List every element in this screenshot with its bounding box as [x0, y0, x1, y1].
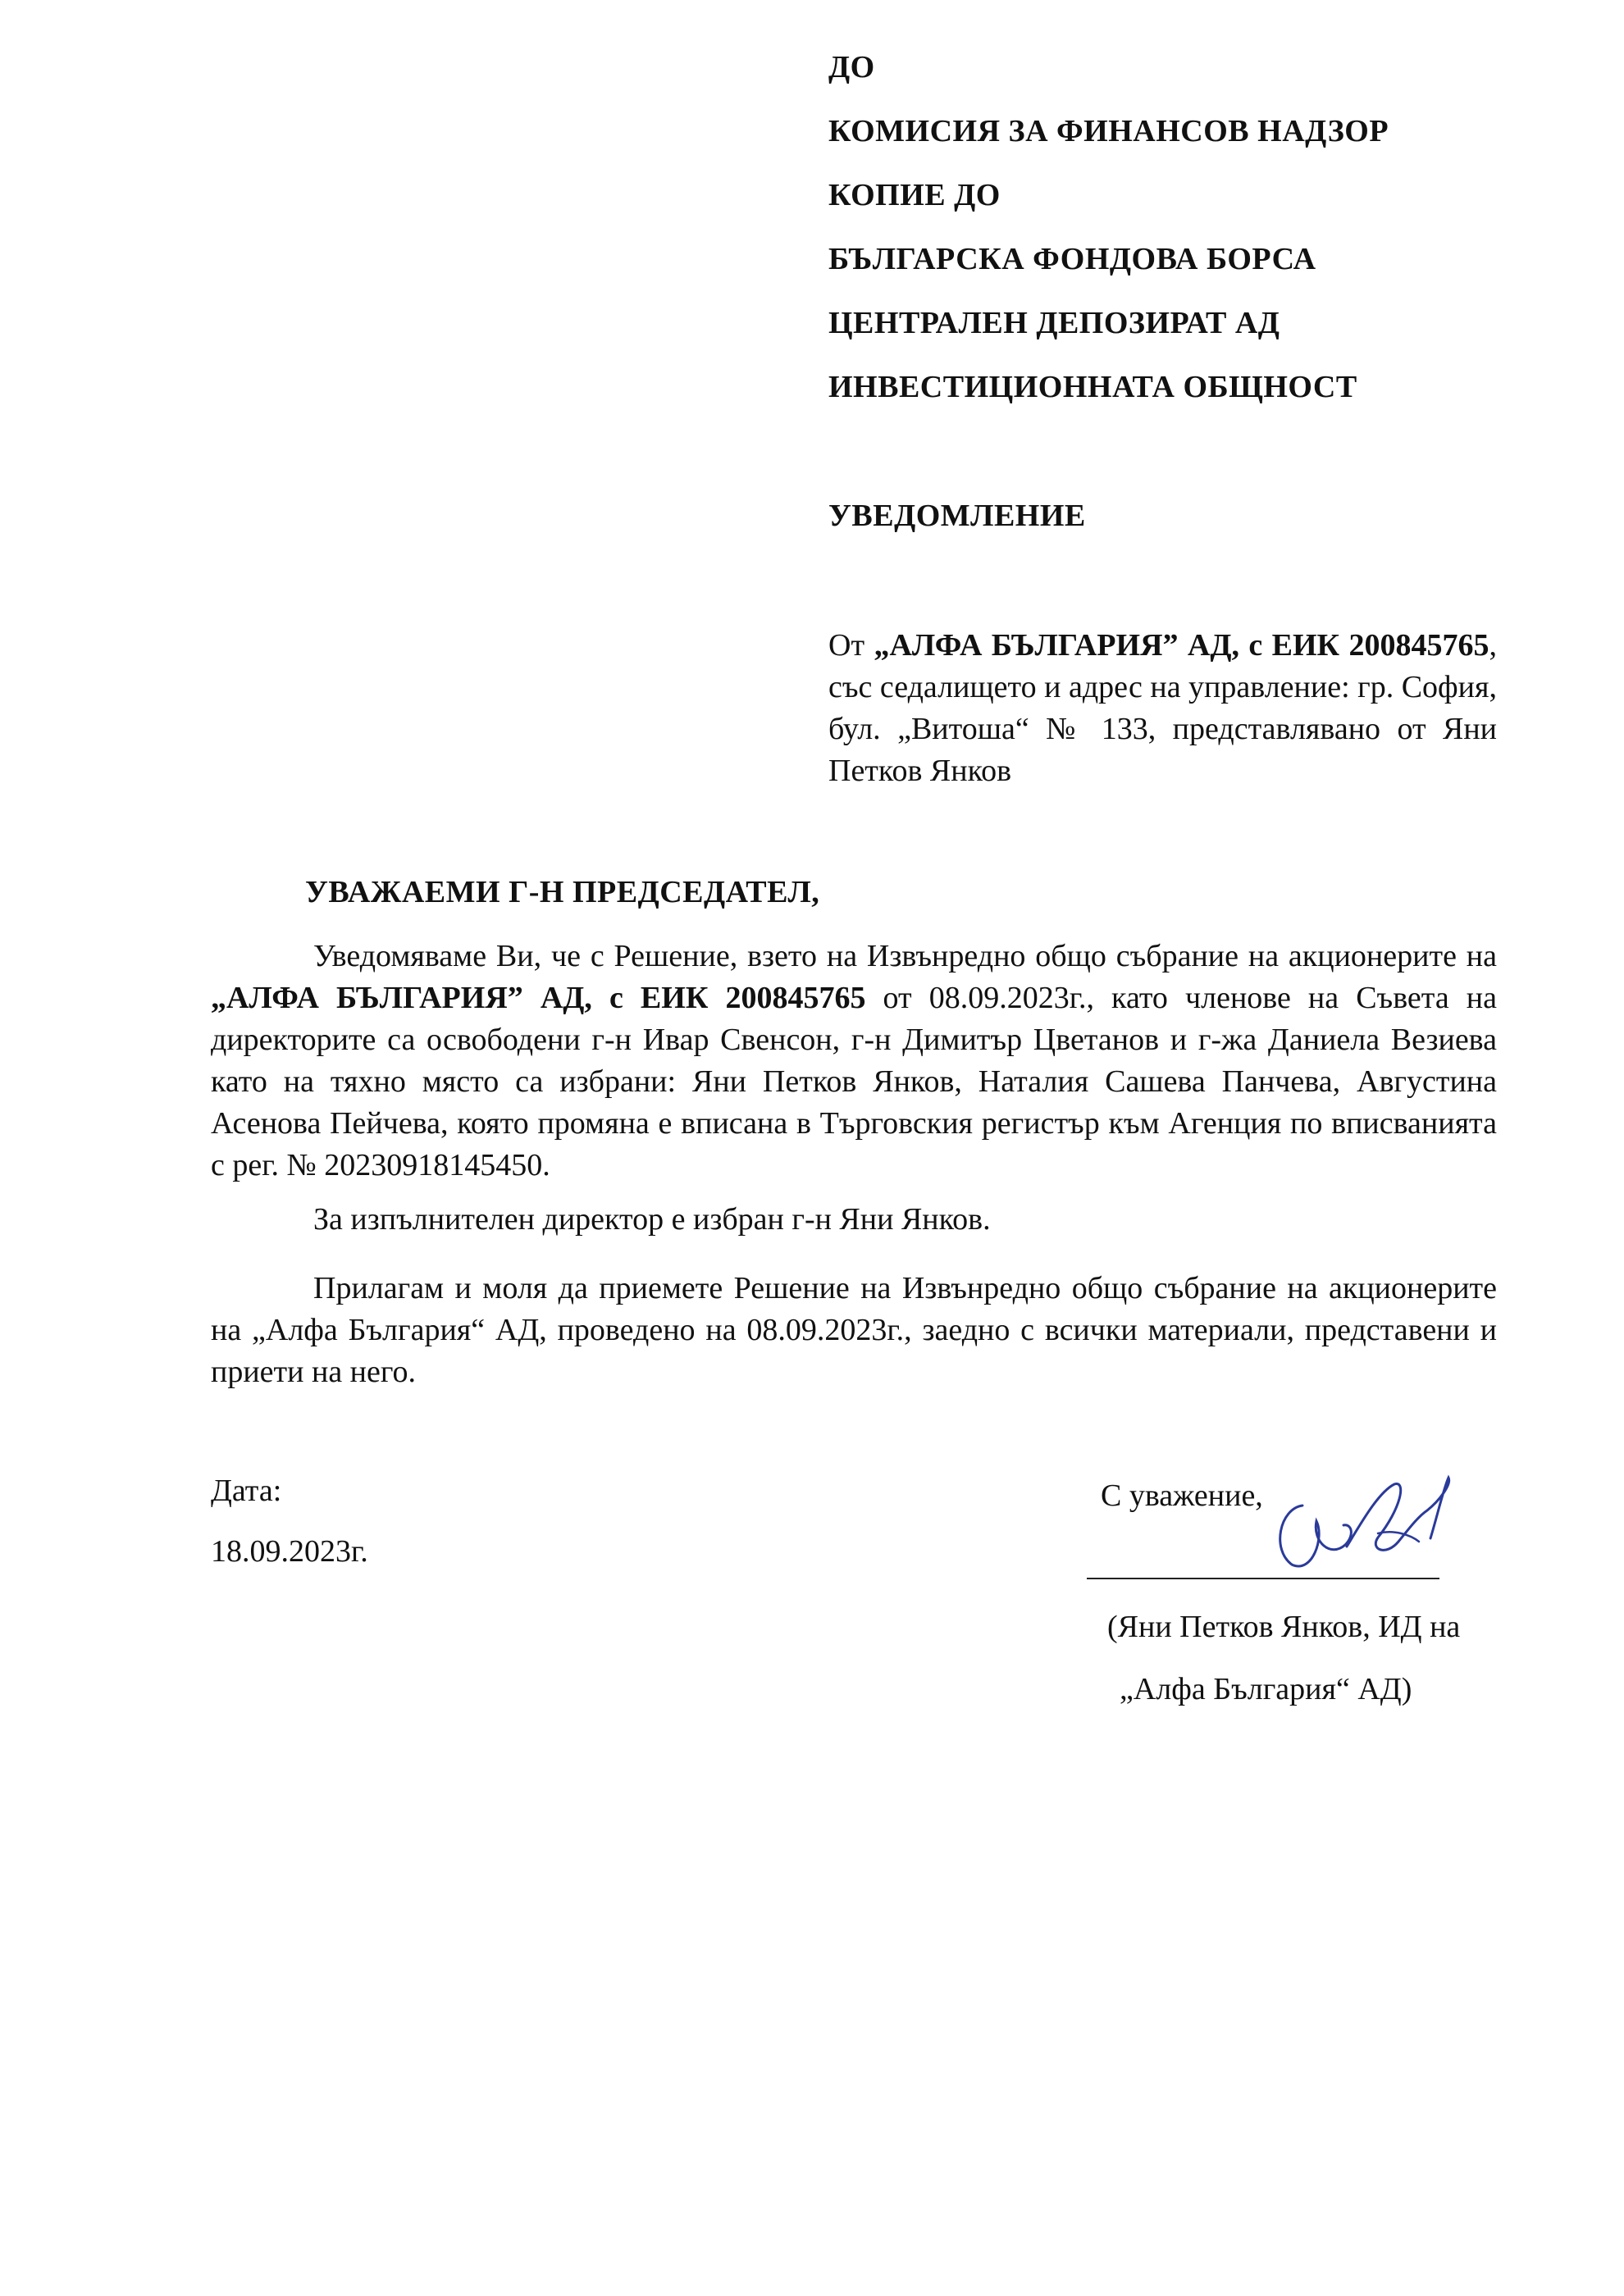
salutation: УВАЖАЕМИ Г-Н ПРЕДСЕДАТЕЛ, — [305, 875, 820, 909]
closing-text: С уважение, — [1101, 1478, 1263, 1513]
body-paragraph-2: За изпълнителен директор е избран г-н Яни Янков. — [313, 1202, 991, 1237]
date-value: 18.09.2023г. — [211, 1534, 368, 1569]
recipient-to-label: ДО — [828, 50, 875, 84]
recipient-bfb: БЪЛГАРСКА ФОНДОВА БОРСА — [828, 242, 1316, 276]
recipient-investors: ИНВЕСТИЦИОННАТА ОБЩНОСТ — [828, 370, 1357, 404]
recipient-copy-label: КОПИЕ ДО — [828, 178, 1001, 212]
sender-block — [828, 625, 1497, 792]
handwritten-signature — [1255, 1460, 1468, 1583]
recipient-cd: ЦЕНТРАЛЕН ДЕПОЗИРАТ АД — [828, 306, 1280, 340]
sender-company: „АЛФА БЪЛГАРИЯ” АД, с ЕИК 200845765 — [874, 628, 1489, 663]
p1-end: от 08.09.2023г., като членове на Съвета на директорите са освободени г-н Ивар Свенсон, г-н Димитър Цветанов и г-жа Даниела Везиева като на тяхно място са избрани: Яни Петков Янков, Наталия Сашева Панчева, Августина Асенова Пейчева, която промяна е вписана в Търговския регистър към Агенция по вписванията с рег. № 20230918145450. — [211, 981, 1497, 1182]
p1-start: Уведомяваме Ви, че с Решение, взето на Извънредно общо събрание на акционерите на — [313, 939, 1497, 973]
signatory-company: „Алфа България“ АД) — [1120, 1672, 1412, 1706]
document-title: УВЕДОМЛЕНИЕ — [828, 499, 1086, 533]
p1-company: „АЛФА БЪЛГАРИЯ” АД, с ЕИК 200845765 — [211, 981, 866, 1015]
recipient-kfn: КОМИСИЯ ЗА ФИНАНСОВ НАДЗОР — [828, 114, 1389, 148]
body-paragraph-3: Прилагам и моля да приемете Решение на Извънредно общо събрание на акционерите на „Алфа България“ АД, проведено на 08.09.2023г., заедно с всички материали, представени и приети на него. — [211, 1271, 1497, 1389]
sender-prefix: От — [828, 628, 874, 663]
body-paragraph-1 — [211, 936, 1497, 1187]
date-label: Дата: — [211, 1474, 282, 1508]
signatory-name: (Яни Петков Янков, ИД на — [1107, 1610, 1461, 1644]
sender-details: , със седалището и адрес на управление: гр. София, бул. „Витоша“ № 133, представлявано от Яни Петков Янков — [828, 628, 1497, 788]
signature-line — [1087, 1578, 1439, 1579]
